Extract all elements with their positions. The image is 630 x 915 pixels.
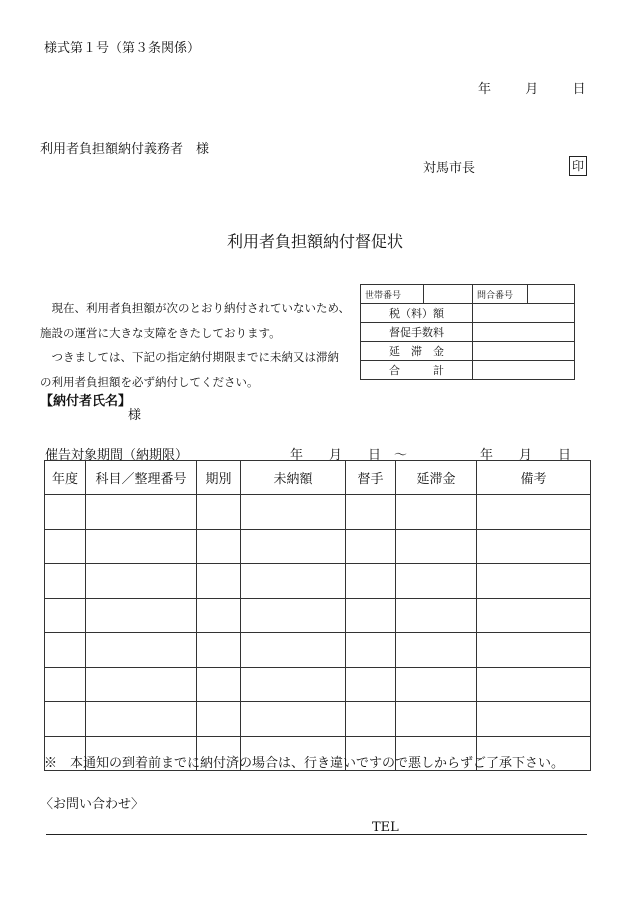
table-cell	[197, 564, 241, 599]
col-unpaid: 未納額	[241, 461, 346, 495]
table-cell	[346, 529, 396, 564]
total-label: 合 計	[361, 361, 473, 380]
table-cell	[197, 633, 241, 668]
table-cell	[241, 598, 346, 633]
issuer: 対馬市長	[423, 161, 476, 176]
tel-label: TEL	[372, 820, 399, 835]
table-row	[45, 702, 591, 737]
table-cell	[241, 495, 346, 530]
table-row	[45, 495, 591, 530]
table-cell	[396, 702, 477, 737]
col-item-number: 科目／整理番号	[86, 461, 197, 495]
body-line: 施設の運営に大きな支障をきたしております。	[40, 325, 281, 340]
late-fee-value	[473, 342, 575, 361]
table-cell	[477, 598, 591, 633]
body-line: つきましては、下記の指定納付期限までに未納又は滞納	[40, 350, 339, 364]
period-label: 催告対象期間（納期限）	[45, 448, 189, 463]
table-row	[45, 529, 591, 564]
table-cell	[396, 529, 477, 564]
table-cell	[241, 529, 346, 564]
col-late-fee: 延滞金	[396, 461, 477, 495]
inquiry-no-label: 問合番号	[473, 285, 528, 304]
table-cell	[86, 598, 197, 633]
col-reminder-fee: 督手	[346, 461, 396, 495]
table-cell	[396, 633, 477, 668]
table-cell	[477, 702, 591, 737]
total-value	[473, 361, 575, 380]
table-cell	[396, 598, 477, 633]
table-cell	[477, 633, 591, 668]
table-cell	[86, 495, 197, 530]
table-cell	[241, 564, 346, 599]
table-cell	[241, 702, 346, 737]
table-cell	[86, 564, 197, 599]
issue-date-month: 月	[525, 82, 539, 97]
payer-suffix: 様	[128, 408, 142, 423]
tax-value	[473, 304, 575, 323]
inquiry-label: 〈お問い合わせ〉	[40, 797, 145, 812]
late-fee-label: 延 滞 金	[361, 342, 473, 361]
period-to: 年 月 日	[480, 448, 572, 463]
table-cell	[86, 633, 197, 668]
col-installment: 期別	[197, 461, 241, 495]
table-cell	[86, 702, 197, 737]
table-cell	[197, 495, 241, 530]
notice-text: ※ 本通知の到着前までに納付済の場合は、行き違いですので悪しからずご了承下さい。	[44, 756, 565, 771]
table-cell	[197, 598, 241, 633]
table-cell	[396, 495, 477, 530]
issue-date-year: 年	[478, 82, 492, 97]
document-title: 利用者負担額納付督促状	[226, 232, 403, 251]
table-cell	[86, 667, 197, 702]
table-cell	[477, 667, 591, 702]
table-cell	[477, 495, 591, 530]
table-cell	[45, 495, 86, 530]
table-row	[45, 598, 591, 633]
table-row	[45, 564, 591, 599]
body-line: 現在、利用者負担額が次のとおり納付されていないため、	[40, 301, 351, 315]
col-remarks: 備考	[477, 461, 591, 495]
contact-rule	[46, 834, 587, 835]
table-cell	[477, 529, 591, 564]
seal-stamp: 印	[569, 156, 587, 176]
table-row	[45, 633, 591, 668]
payer-name-label: 【納付者氏名】	[40, 394, 132, 409]
period-from: 年 月 日 ～	[290, 448, 408, 463]
table-cell	[197, 667, 241, 702]
tax-label: 税（料）額	[361, 304, 473, 323]
table-cell	[346, 633, 396, 668]
table-cell	[45, 598, 86, 633]
table-cell	[241, 633, 346, 668]
form-number: 様式第１号（第３条関係）	[44, 41, 201, 56]
recipient: 利用者負担額納付義務者 様	[40, 142, 210, 157]
body-line: の利用者負担額を必ず納付してください。	[40, 374, 259, 389]
table-cell	[346, 702, 396, 737]
table-cell	[396, 564, 477, 599]
table-cell	[346, 495, 396, 530]
table-cell	[477, 564, 591, 599]
reminder-fee-value	[473, 323, 575, 342]
household-no-label: 世帯番号	[361, 285, 424, 304]
table-cell	[241, 667, 346, 702]
table-row	[45, 667, 591, 702]
table-cell	[45, 564, 86, 599]
table-cell	[45, 702, 86, 737]
arrears-table	[44, 460, 591, 771]
table-cell	[45, 667, 86, 702]
table-cell	[346, 598, 396, 633]
table-cell	[45, 633, 86, 668]
table-cell	[396, 667, 477, 702]
inquiry-no-value	[528, 285, 575, 304]
fee-table	[360, 284, 575, 380]
table-cell	[346, 564, 396, 599]
table-cell	[197, 529, 241, 564]
issue-date-day: 日	[572, 82, 586, 97]
table-cell	[86, 529, 197, 564]
table-cell	[45, 529, 86, 564]
household-no-value	[424, 285, 473, 304]
table-cell	[346, 667, 396, 702]
table-header-row	[45, 461, 591, 495]
arrears-table-body	[45, 495, 591, 771]
issue-date	[478, 78, 586, 97]
table-cell	[197, 702, 241, 737]
col-fiscal-year: 年度	[45, 461, 86, 495]
body-paragraph	[40, 296, 350, 394]
reminder-fee-label: 督促手数料	[361, 323, 473, 342]
